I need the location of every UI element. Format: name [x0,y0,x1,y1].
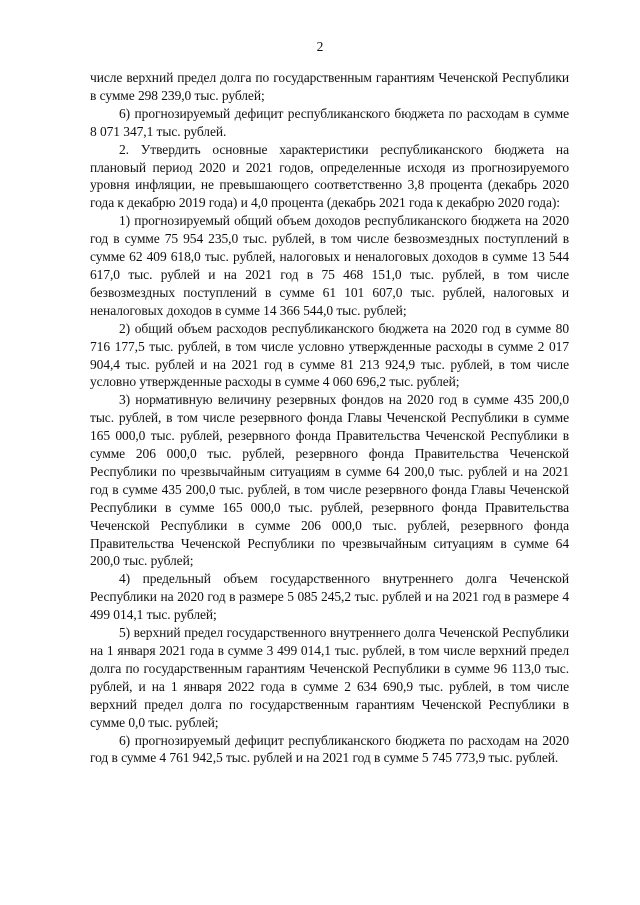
paragraph-expenditures: 2) общий объем расходов республиканского бюджета на 2020 год в сумме 80 716 177,5 тыс. рублей, в том числе условно утвержденные расходы в сумме 2 017 904,4 тыс. рублей и на 2021 год в сумме 81 213 924,9 тыс. рублей, в том числе условно утвержденные расходы в сумме 4 060 696,2 тыс. рублей; [90,320,569,390]
paragraph-deficit-2020-2021: 6) прогнозируемый дефицит республиканского бюджета по расходам на 2020 год в сумме 4 761 942,5 тыс. рублей и на 2021 год в сумме 5 745 773,9 тыс. рублей. [90,732,569,766]
page-number: 2 [316,39,324,54]
paragraph-reserve-funds: 3) нормативную величину резервных фондов на 2020 год в сумме 435 200,0 тыс. рублей, в том числе резервного фонда Главы Чеченской Республики в сумме 165 000,0 тыс. рублей, резервного фонда Правительства Чеченской Республики в сумме 206 000,0 тыс. рублей, резервного фонда Правительства Чеченской Республики по чрезвычайным ситуациям в сумме 64 200,0 тыс. рублей и на 2021 год в сумме 435 200,0 тыс. рублей, в том числе резервного фонда Главы Чеченской Республики в сумме 165 000,0 тыс. рублей, резервного фонда Правительства Чеченской Республики в сумме 206 000,0 тыс. рублей, резервного фонда Правительства Чеченской Республики по чрезвычайным ситуациям в сумме 64 200,0 тыс. рублей; [90,392,569,569]
paragraph-deficit-2019: 6) прогнозируемый дефицит республиканского бюджета по расходам в сумме 8 071 347,1 тыс. рублей. [90,105,569,139]
paragraph-revenues: 1) прогнозируемый общий объем доходов республиканского бюджета на 2020 год в сумме 75 954 235,0 тыс. рублей, в том числе безвозмездных поступлений в сумме 62 409 618,0 тыс. рублей, налоговых и неналоговых доходов в сумме 13 544 617,0 тыс. рублей и на 2021 год в 75 468 151,0 тыс. рублей, в том числе безвозмездных поступлений в сумме 61 101 607,0 тыс. рублей, налоговых и неналоговых доходов в сумме 14 366 544,0 тыс. рублей; [90,213,569,318]
paragraph-debt-upper-limit: 5) верхний предел государственного внутреннего долга Чеченской Республики на 1 января 2021 года в сумме 3 499 014,1 тыс. рублей, в том числе верхний предел долга по государственным гарантиям Чеченской Республики в сумме 96 113,0 тыс. рублей, и на 1 января 2022 года в сумме 2 634 690,9 тыс. рублей, в том числе верхний предел долга по государственным гарантиям Чеченской Республики в сумме 0,0 тыс. рублей; [90,625,569,730]
paragraph-section-2-intro: 2. Утвердить основные характеристики республиканского бюджета на плановый период 2020 и 2021 годов, определенные исходя из прогнозируемого уровня инфляции, не превышающего соответственно 3,8 процента (декабрь 2020 года к декабрю 2019 года) и 4,0 процента (декабрь 2021 года к декабрю 2020 года): [90,141,569,211]
document-body [90,69,569,767]
paragraph-continuation: числе верхний предел долга по государственным гарантиям Чеченской Республики в сумме 298 239,0 тыс. рублей; [90,70,569,103]
paragraph-debt-limit: 4) предельный объем государственного внутреннего долга Чеченской Республики на 2020 год в размере 5 085 245,2 тыс. рублей и на 2021 год в размере 4 499 014,1 тыс. рублей; [90,571,569,623]
